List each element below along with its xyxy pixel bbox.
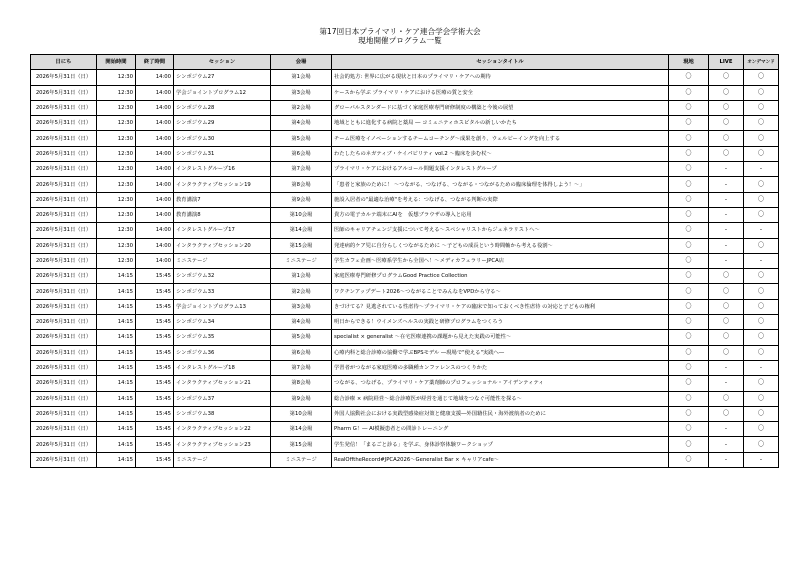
on-demand-cell: 〇 [744,376,779,391]
on-demand-cell: 〇 [744,70,779,85]
session-title-cell: チーム医療をイノベーションするチームコーチング～成果を創り、ウェルビーイングを向上する [332,131,669,146]
venue-cell: 第10会場 [271,406,332,421]
on-demand-cell: 〇 [744,345,779,360]
live-cell: - [709,207,744,222]
onsite-cell: 〇 [669,376,709,391]
session-cell: シンポジウム28 [174,100,271,115]
date-cell: 2026年5月31日（日） [31,330,97,345]
end-time-cell: 15:45 [136,330,174,345]
end-time-cell: 14:00 [136,192,174,207]
live-cell: - [709,177,744,192]
onsite-cell: 〇 [669,100,709,115]
session-title-cell: プライマリ・ケアにおけるアルコール問題支援インタレストグループ [332,162,669,177]
date-cell: 2026年5月31日（日） [31,100,97,115]
live-cell: 〇 [709,85,744,100]
start-time-cell: 12:30 [97,85,136,100]
on-demand-cell: 〇 [744,406,779,421]
end-time-cell: 14:00 [136,100,174,115]
venue-cell: 第5会場 [271,131,332,146]
table-row [31,238,779,253]
session-title-cell: 医師のキャリアチェンジ支援について考える～スペシャリストからジェネラリストへ～ [332,223,669,238]
session-title-cell: 心療内科と総合診療の協働で学ぶBPSモデル ―現場で"使える"実践へ― [332,345,669,360]
table-row [31,100,779,115]
venue-cell: 第14会場 [271,422,332,437]
on-demand-cell: 〇 [744,238,779,253]
date-cell: 2026年5月31日（日） [31,422,97,437]
date-cell: 2026年5月31日（日） [31,437,97,452]
table-row [31,162,779,177]
session-cell: シンポジウム30 [174,131,271,146]
end-time-cell: 14:00 [136,177,174,192]
venue-cell: 第8会場 [271,376,332,391]
date-cell: 2026年5月31日（日） [31,238,97,253]
header-session-title: セッションタイトル [332,55,669,70]
session-cell: シンポジウム34 [174,315,271,330]
live-cell: - [709,376,744,391]
table-row [31,422,779,437]
live-cell: 〇 [709,100,744,115]
table-row [31,116,779,131]
session-cell: ミニステージ [174,253,271,268]
start-time-cell: 12:30 [97,192,136,207]
start-time-cell: 14:15 [97,376,136,391]
live-cell: 〇 [709,116,744,131]
session-cell: インタレストグループ18 [174,360,271,375]
session-cell: シンポジウム32 [174,269,271,284]
onsite-cell: 〇 [669,315,709,330]
header-end: 終了時間 [136,55,174,70]
venue-cell: 第15会場 [271,238,332,253]
session-title-cell: つながる、つなげる、プライマリ・ケア薬剤師のプロフェッショナル・アイデンティティ [332,376,669,391]
session-title-cell: 外国人協動社会における実践型感染症対策と健康支援―外国籍住民・海外渡航者のために [332,406,669,421]
end-time-cell: 14:00 [136,70,174,85]
live-cell: 〇 [709,330,744,345]
program-rows [31,70,779,468]
live-cell: - [709,253,744,268]
table-row [31,330,779,345]
start-time-cell: 12:30 [97,223,136,238]
venue-cell: 第15会場 [271,437,332,452]
start-time-cell: 14:15 [97,269,136,284]
onsite-cell: 〇 [669,70,709,85]
live-cell: - [709,192,744,207]
session-title-cell: RealOfftheRecord#JPCA2026～Generalist Bar × キャリアcafe～ [332,452,669,467]
venue-cell: 第9会場 [271,391,332,406]
session-title-cell: Pharm G！― AI模擬患者との問診トレーニング [332,422,669,437]
start-time-cell: 12:30 [97,207,136,222]
table-row [31,192,779,207]
start-time-cell: 14:15 [97,437,136,452]
header-onsite: 現地 [669,55,709,70]
table-row [31,223,779,238]
live-cell: - [709,360,744,375]
start-time-cell: 14:15 [97,422,136,437]
table-row [31,269,779,284]
end-time-cell: 15:45 [136,315,174,330]
live-cell: 〇 [709,131,744,146]
onsite-cell: 〇 [669,238,709,253]
date-cell: 2026年5月31日（日） [31,85,97,100]
session-title-cell: 学習者がつながる家庭医療の多職種カンファレンスのつくりかた [332,360,669,375]
venue-cell: 第4会場 [271,315,332,330]
on-demand-cell: 〇 [744,330,779,345]
end-time-cell: 14:00 [136,131,174,146]
session-cell: インタラクティブセッション21 [174,376,271,391]
session-cell: インタレストグループ16 [174,162,271,177]
onsite-cell: 〇 [669,207,709,222]
date-cell: 2026年5月31日（日） [31,207,97,222]
table-row [31,131,779,146]
live-cell: 〇 [709,345,744,360]
venue-cell: 第4会場 [271,116,332,131]
on-demand-cell: 〇 [744,100,779,115]
venue-cell: 第2会場 [271,284,332,299]
session-cell: 学会ジョイントプログラム12 [174,85,271,100]
date-cell: 2026年5月31日（日） [31,146,97,161]
start-time-cell: 12:30 [97,238,136,253]
end-time-cell: 15:45 [136,269,174,284]
program-table [30,54,779,468]
on-demand-cell: - [744,162,779,177]
onsite-cell: 〇 [669,299,709,314]
header-on-demand: オンデマンド [744,55,779,70]
venue-cell: 第1会場 [271,70,332,85]
venue-cell: ミニステージ [271,253,332,268]
date-cell: 2026年5月31日（日） [31,315,97,330]
venue-cell: 第3会場 [271,85,332,100]
venue-cell: 第7会場 [271,360,332,375]
session-cell: シンポジウム37 [174,391,271,406]
session-title-cell: グローバルスタンダードに基づく家庭医療専門研修制度の構築と今後の展望 [332,100,669,115]
title-line-2: 現地開催プログラム一覧 [358,36,442,45]
start-time-cell: 14:15 [97,391,136,406]
header-start: 開始時間 [97,55,136,70]
onsite-cell: 〇 [669,192,709,207]
onsite-cell: 〇 [669,253,709,268]
date-cell: 2026年5月31日（日） [31,116,97,131]
date-cell: 2026年5月31日（日） [31,452,97,467]
session-cell: シンポジウム27 [174,70,271,85]
end-time-cell: 15:45 [136,422,174,437]
live-cell: 〇 [709,406,744,421]
session-cell: インタラクティブセッション23 [174,437,271,452]
end-time-cell: 14:00 [136,162,174,177]
date-cell: 2026年5月31日（日） [31,192,97,207]
end-time-cell: 14:00 [136,85,174,100]
start-time-cell: 12:30 [97,177,136,192]
session-cell: シンポジウム33 [174,284,271,299]
session-title-cell: わたしたちのネガティブ・ケイパビリティ vol.2 ～臨床を歩む杖～ [332,146,669,161]
venue-cell: 第2会場 [271,100,332,115]
session-title-cell: 学生発信！「まるごと診る」を学ぶ、身体診察体験ワークショップ [332,437,669,452]
onsite-cell: 〇 [669,131,709,146]
session-cell: シンポジウム35 [174,330,271,345]
session-title-cell: 発達病的ケア児に自分らしくつながるために ～子どもの成長という時間軸から考える役割～ [332,238,669,253]
end-time-cell: 14:00 [136,146,174,161]
end-time-cell: 14:00 [136,116,174,131]
header-venue: 会場 [271,55,332,70]
on-demand-cell: - [744,360,779,375]
start-time-cell: 12:30 [97,116,136,131]
header-live: LIVE [709,55,744,70]
session-cell: シンポジウム29 [174,116,271,131]
end-time-cell: 14:00 [136,238,174,253]
table-row [31,299,779,314]
onsite-cell: 〇 [669,452,709,467]
onsite-cell: 〇 [669,391,709,406]
start-time-cell: 14:15 [97,299,136,314]
date-cell: 2026年5月31日（日） [31,253,97,268]
onsite-cell: 〇 [669,284,709,299]
venue-cell: 第10会場 [271,207,332,222]
session-cell: インタラクティブセッション22 [174,422,271,437]
session-cell: 教育講演7 [174,192,271,207]
on-demand-cell: 〇 [744,315,779,330]
table-row [31,70,779,85]
venue-cell: 第6会場 [271,146,332,161]
table-row [31,452,779,467]
table-row [31,406,779,421]
session-cell: 学会ジョイントプログラム13 [174,299,271,314]
table-row [31,146,779,161]
venue-cell: 第8会場 [271,177,332,192]
session-title-cell: ケースから学ぶ プライマリ・ケアにおける医療の質と安全 [332,85,669,100]
on-demand-cell: 〇 [744,391,779,406]
venue-cell: 第7会場 [271,162,332,177]
start-time-cell: 12:30 [97,162,136,177]
venue-cell: 第14会場 [271,223,332,238]
on-demand-cell: 〇 [744,116,779,131]
on-demand-cell: - [744,253,779,268]
live-cell: 〇 [709,299,744,314]
on-demand-cell: 〇 [744,207,779,222]
on-demand-cell: - [744,223,779,238]
date-cell: 2026年5月31日（日） [31,131,97,146]
end-time-cell: 15:45 [136,360,174,375]
live-cell: 〇 [709,269,744,284]
onsite-cell: 〇 [669,437,709,452]
live-cell: - [709,162,744,177]
header-session: セッション [174,55,271,70]
table-row [31,177,779,192]
on-demand-cell: 〇 [744,422,779,437]
end-time-cell: 15:45 [136,284,174,299]
start-time-cell: 14:15 [97,284,136,299]
live-cell: - [709,422,744,437]
start-time-cell: 12:30 [97,100,136,115]
date-cell: 2026年5月31日（日） [31,299,97,314]
on-demand-cell: 〇 [744,177,779,192]
on-demand-cell: 〇 [744,85,779,100]
table-row [31,391,779,406]
table-row [31,360,779,375]
venue-cell: 第1会場 [271,269,332,284]
end-time-cell: 15:45 [136,452,174,467]
onsite-cell: 〇 [669,269,709,284]
session-title-cell: きづけてる？見逃されている性虐待～プライマリ・ケアの臨床で知っておくべき性虐待 の対応と子どもの権利 [332,299,669,314]
live-cell: - [709,223,744,238]
onsite-cell: 〇 [669,146,709,161]
venue-cell: 第3会場 [271,299,332,314]
date-cell: 2026年5月31日（日） [31,284,97,299]
session-title-cell: 貴方の電子カルテ端末にAIを 仮想ブラウザの導入と応用 [332,207,669,222]
end-time-cell: 14:00 [136,223,174,238]
session-cell: インタラクティブセッション20 [174,238,271,253]
session-cell: シンポジウム36 [174,345,271,360]
session-title-cell: 施設入居者の"最適な治療"を考える：つなげる、つながる判断の実際 [332,192,669,207]
venue-cell: 第9会場 [271,192,332,207]
live-cell: 〇 [709,391,744,406]
header-row [31,55,779,70]
onsite-cell: 〇 [669,223,709,238]
session-cell: シンポジウム31 [174,146,271,161]
table-row [31,207,779,222]
live-cell: - [709,452,744,467]
onsite-cell: 〇 [669,116,709,131]
session-cell: ミニステージ [174,452,271,467]
date-cell: 2026年5月31日（日） [31,376,97,391]
start-time-cell: 14:15 [97,315,136,330]
session-title-cell: 地域とともに進化する病院と薬局 ― コミュニティホスピタルの新しいかたち [332,116,669,131]
onsite-cell: 〇 [669,177,709,192]
session-title-cell: 学生カフェ企画～医療系学生から全国へ！～メディカフェラリーJPCA店 [332,253,669,268]
live-cell: 〇 [709,315,744,330]
end-time-cell: 15:45 [136,345,174,360]
date-cell: 2026年5月31日（日） [31,269,97,284]
on-demand-cell: 〇 [744,284,779,299]
date-cell: 2026年5月31日（日） [31,345,97,360]
on-demand-cell: 〇 [744,146,779,161]
header-date: 日にち [31,55,97,70]
end-time-cell: 15:45 [136,406,174,421]
session-title-cell: specialist × generalist ～在宅医療連携の課題から見えた実践の可能性～ [332,330,669,345]
date-cell: 2026年5月31日（日） [31,162,97,177]
session-cell: インタラクティブセッション19 [174,177,271,192]
table-row [31,345,779,360]
session-title-cell: 「患者と家族のために！ ～つながる、つなげる、つながる・つながるための臨床倫理を体得しよう！～」 [332,177,669,192]
live-cell: - [709,437,744,452]
session-title-cell: 明日からできる！ウイメンズヘルスの実践と研修プログラムをつくろう [332,315,669,330]
venue-cell: 第6会場 [271,345,332,360]
venue-cell: 第5会場 [271,330,332,345]
table-row [31,376,779,391]
onsite-cell: 〇 [669,360,709,375]
date-cell: 2026年5月31日（日） [31,406,97,421]
date-cell: 2026年5月31日（日） [31,360,97,375]
table-row [31,437,779,452]
onsite-cell: 〇 [669,406,709,421]
session-title-cell: 社会的処方: 世界に広がる現状と日本のプライマリ・ケアへの期待 [332,70,669,85]
onsite-cell: 〇 [669,330,709,345]
on-demand-cell: 〇 [744,131,779,146]
start-time-cell: 12:30 [97,146,136,161]
end-time-cell: 14:00 [136,253,174,268]
date-cell: 2026年5月31日（日） [31,70,97,85]
on-demand-cell: 〇 [744,299,779,314]
onsite-cell: 〇 [669,162,709,177]
date-cell: 2026年5月31日（日） [31,391,97,406]
start-time-cell: 14:15 [97,360,136,375]
date-cell: 2026年5月31日（日） [31,223,97,238]
session-cell: 教育講演8 [174,207,271,222]
onsite-cell: 〇 [669,85,709,100]
on-demand-cell: 〇 [744,437,779,452]
live-cell: - [709,238,744,253]
session-cell: インタレストグループ17 [174,223,271,238]
title-line-1: 第17回日本プライマリ・ケア連合学会学術大会 [319,27,481,36]
end-time-cell: 14:00 [136,207,174,222]
session-title-cell: 総合診療 × 病院経営～総合診療医が経営を通じて地域をつなぐ可能性を探る～ [332,391,669,406]
start-time-cell: 12:30 [97,131,136,146]
table-row [31,284,779,299]
on-demand-cell: 〇 [744,192,779,207]
table-row [31,253,779,268]
table-row [31,315,779,330]
start-time-cell: 14:15 [97,330,136,345]
start-time-cell: 14:15 [97,345,136,360]
start-time-cell: 12:30 [97,70,136,85]
table-row [31,85,779,100]
start-time-cell: 12:30 [97,253,136,268]
end-time-cell: 15:45 [136,391,174,406]
start-time-cell: 14:15 [97,452,136,467]
document-title [0,27,800,45]
session-title-cell: ワクチンアップデート2026～つながることでみんなをVPDから守る～ [332,284,669,299]
on-demand-cell: 〇 [744,269,779,284]
start-time-cell: 14:15 [97,406,136,421]
session-cell: シンポジウム38 [174,406,271,421]
live-cell: 〇 [709,70,744,85]
on-demand-cell: - [744,452,779,467]
live-cell: 〇 [709,284,744,299]
date-cell: 2026年5月31日（日） [31,177,97,192]
onsite-cell: 〇 [669,422,709,437]
onsite-cell: 〇 [669,345,709,360]
session-title-cell: 家庭医療専門研修プログラムGood Practice Collection [332,269,669,284]
end-time-cell: 15:45 [136,299,174,314]
end-time-cell: 15:45 [136,437,174,452]
venue-cell: ミニステージ [271,452,332,467]
live-cell: 〇 [709,146,744,161]
end-time-cell: 15:45 [136,376,174,391]
